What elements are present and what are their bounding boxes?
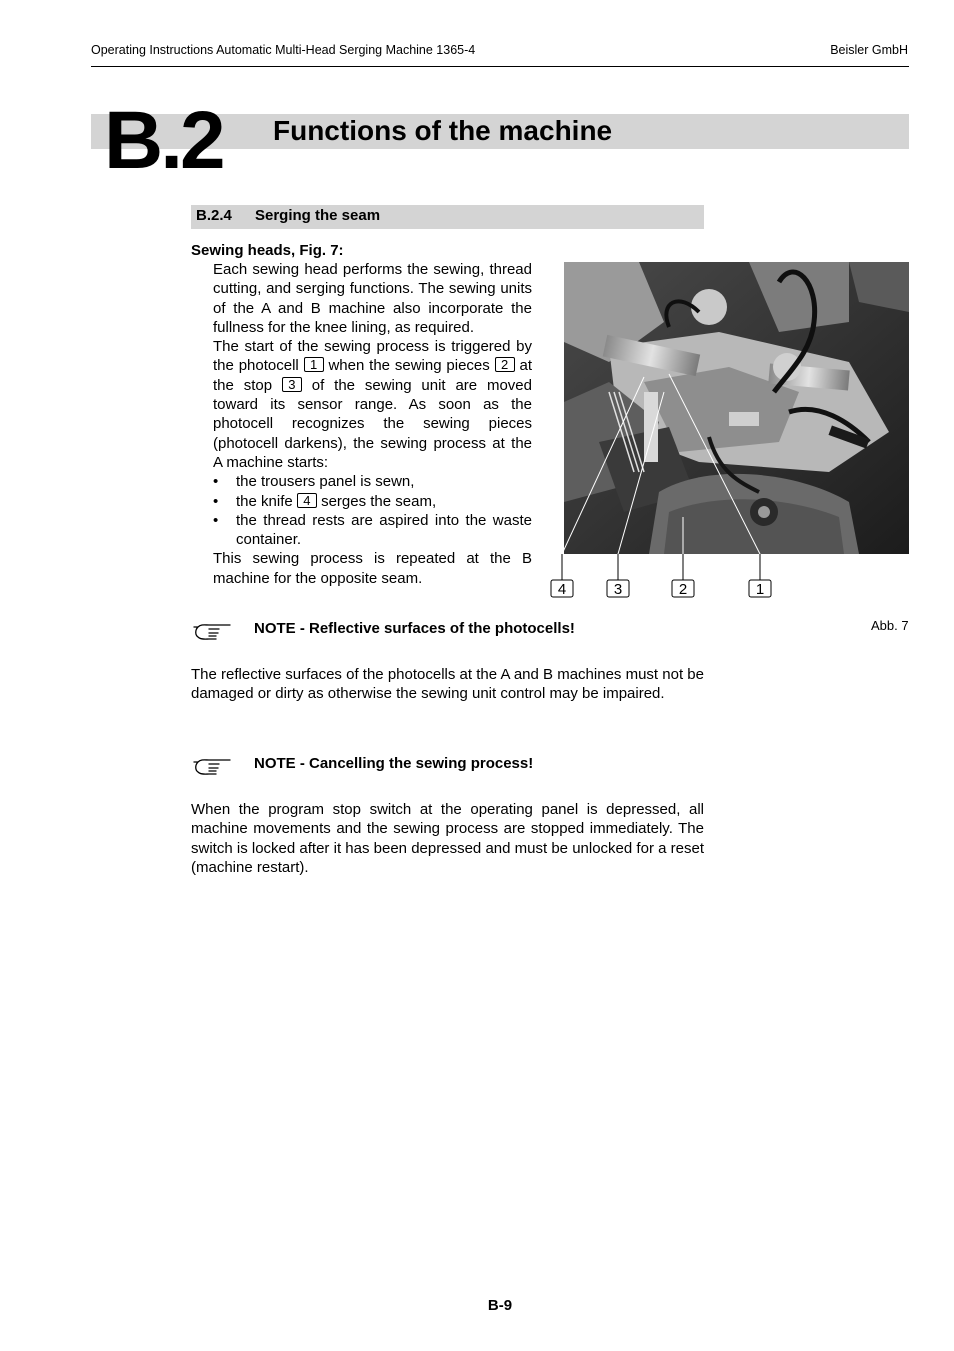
bullet: •	[213, 492, 219, 510]
reference-box-3: 3	[282, 377, 302, 392]
text-fragment: the knife	[236, 492, 293, 510]
reference-box-1: 1	[304, 357, 324, 372]
list-item-text: the trousers panel is sewn,	[236, 473, 415, 491]
chapter-number: B.2	[104, 95, 223, 186]
sewing-steps-list	[213, 472, 532, 549]
page-number: B-9	[487, 1297, 513, 1314]
text-fragment: of the sewing unit are moved toward its sensor range. As soon as the photocell recognizes the sewing pieces (photocell darkens), the sewing process at the A machine starts:	[213, 376, 532, 471]
machine-photo	[564, 262, 909, 554]
note-title-reflective-surfaces: NOTE - Reflective surfaces of the photocells!	[254, 620, 575, 637]
bullet: •	[213, 473, 219, 491]
bullet: •	[213, 511, 219, 529]
paragraph-start-process	[213, 337, 532, 472]
sewing-heads-text	[213, 260, 532, 588]
running-header-title: Operating Instructions Automatic Multi-Head Serging Machine 1365-4	[91, 43, 476, 57]
figure-label-3	[607, 580, 629, 598]
header-rule	[91, 66, 909, 67]
text-fragment: serges the seam,	[321, 492, 437, 510]
chapter-title: Functions of the machine	[273, 115, 613, 146]
text-fragment: at the stop	[213, 357, 533, 394]
svg-text:4: 4	[557, 581, 567, 598]
note-title-cancelling: NOTE - Cancelling the sewing process!	[254, 755, 534, 772]
list-item	[213, 472, 532, 491]
callout-leader-lines-below-photo	[562, 554, 760, 580]
pointing-hand-icon	[193, 619, 231, 641]
section-title: Serging the seam	[255, 207, 381, 224]
paragraph-repeat: This sewing process is repeated at the B machine for the opposite seam.	[213, 550, 532, 587]
text-fragment: The start of the sewing process is triggered by the photocell	[213, 338, 532, 375]
sewing-head-photo-figure	[549, 262, 909, 602]
svg-text:3: 3	[613, 581, 623, 598]
paragraph-functions: Each sewing head performs the sewing, thread cutting, and serging functions. The sewing units of the A and B machine also incorporate the fullness for the knee lining, as required.	[213, 261, 532, 336]
running-header-company: Beisler GmbH	[830, 43, 908, 57]
figure-label-4	[551, 580, 573, 598]
pointing-hand-icon	[193, 754, 231, 776]
list-item	[213, 511, 532, 550]
list-item-text: the thread rests are aspired into the waste container.	[236, 511, 532, 549]
figure-caption: Abb. 7	[871, 618, 909, 633]
text-fragment: when the sewing pieces	[328, 357, 490, 375]
note-text-cancelling: When the program stop switch at the operating panel is depressed, all machine movements and the sewing process are stopped immediately. The switch is locked after it has been depressed and must be unlocked for a reset (machine restart).	[191, 801, 704, 876]
reference-box-2: 2	[495, 357, 515, 372]
figure-label-1	[749, 580, 771, 598]
subsection-title: Sewing heads, Fig. 7:	[191, 242, 344, 259]
svg-text:2: 2	[678, 581, 688, 598]
note-text-reflective-surfaces: The reflective surfaces of the photocells at the A and B machines must not be damaged or dirty as otherwise the sewing unit control may be impaired.	[191, 666, 704, 703]
svg-text:1: 1	[755, 581, 765, 598]
figure-label-2	[672, 580, 694, 598]
reference-box-4: 4	[297, 493, 317, 508]
list-item	[213, 492, 532, 511]
section-number: B.2.4	[196, 207, 232, 224]
